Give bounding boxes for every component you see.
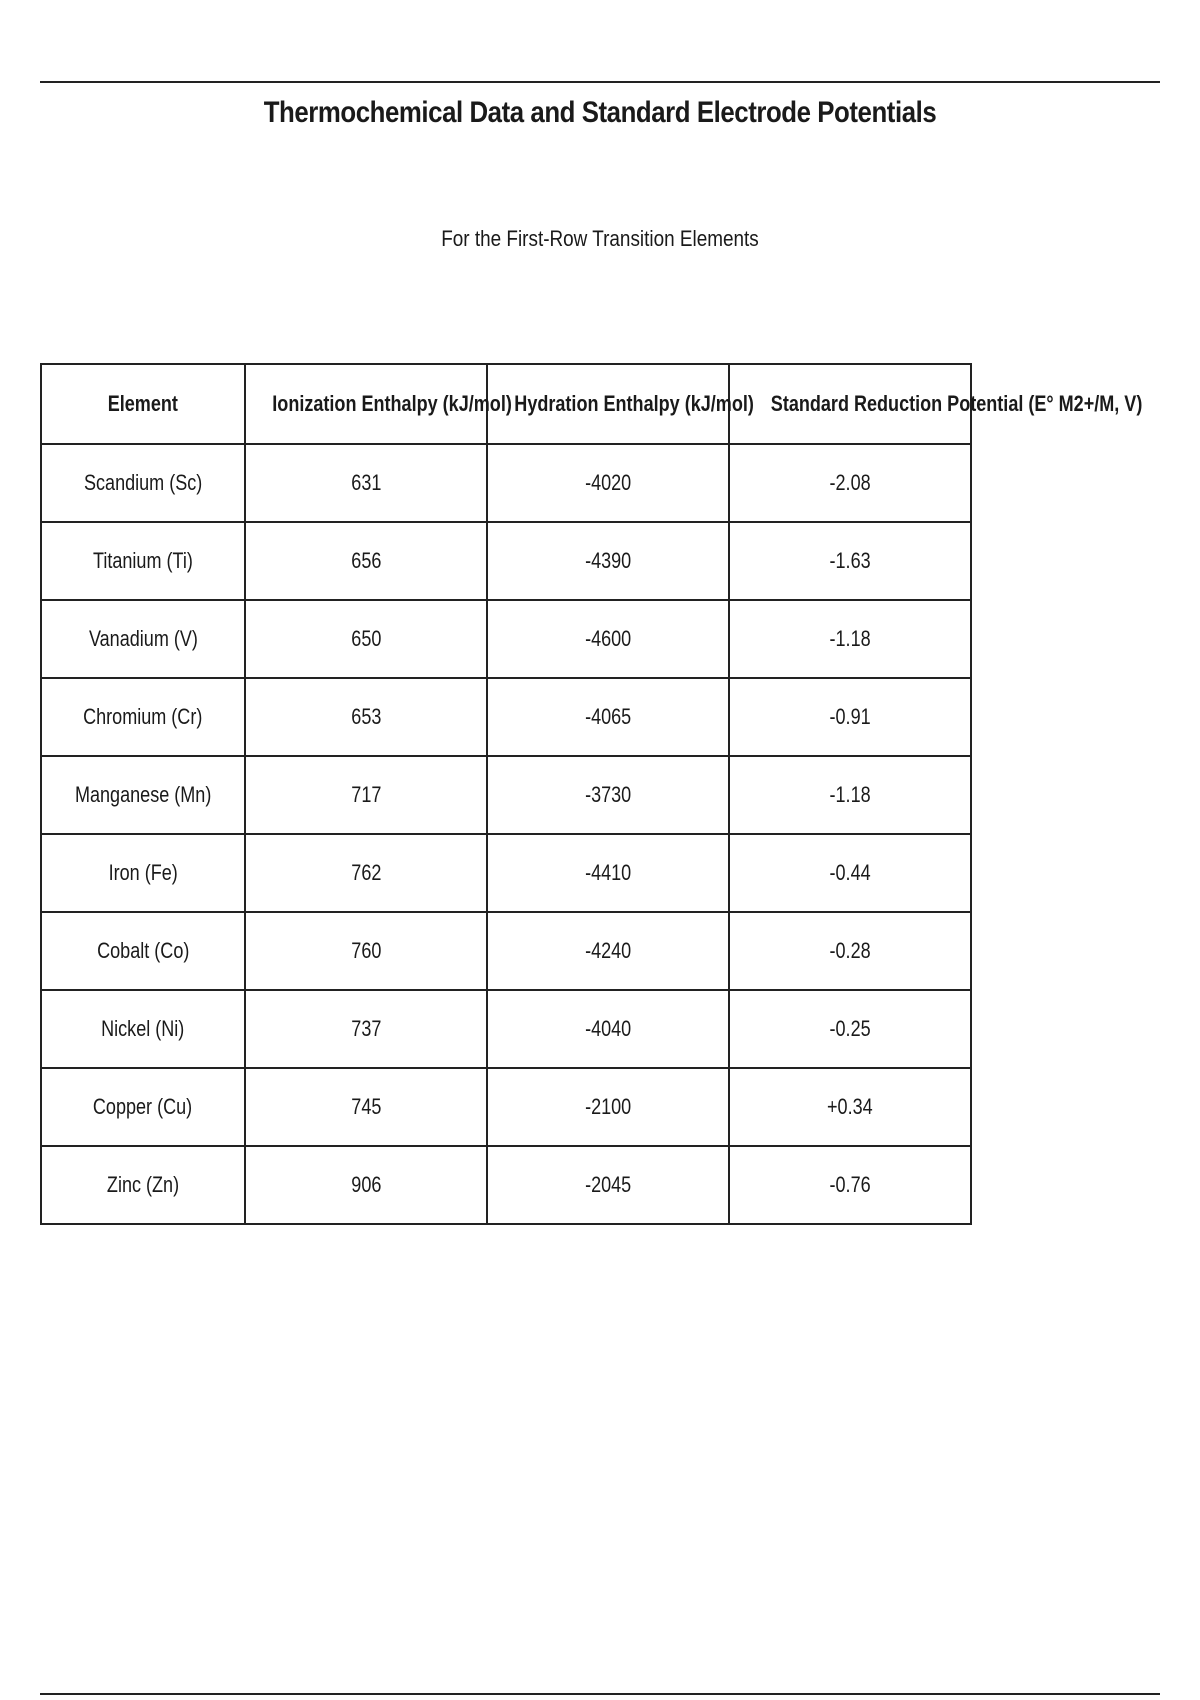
cell-ionization-enthalpy: 650 (245, 600, 487, 678)
cell-element: Copper (Cu) (41, 1068, 245, 1146)
top-rule (40, 81, 1160, 83)
cell-ionization-enthalpy: 906 (245, 1146, 487, 1224)
cell-ionization-enthalpy: 653 (245, 678, 487, 756)
cell-hydration-enthalpy: -2045 (487, 1146, 729, 1224)
cell-reduction-potential: -1.18 (729, 756, 971, 834)
cell-hydration-enthalpy: -2100 (487, 1068, 729, 1146)
page-subtitle: For the First-Row Transition Elements (441, 226, 759, 251)
cell-reduction-potential: -0.25 (729, 990, 971, 1068)
cell-ionization-enthalpy: 737 (245, 990, 487, 1068)
cell-element: Nickel (Ni) (41, 990, 245, 1068)
bottom-rule (40, 1693, 1160, 1695)
table-row (41, 444, 971, 522)
table-row (41, 756, 971, 834)
cell-reduction-potential: -0.28 (729, 912, 971, 990)
cell-ionization-enthalpy: 762 (245, 834, 487, 912)
table-row (41, 834, 971, 912)
cell-hydration-enthalpy: -4240 (487, 912, 729, 990)
cell-hydration-enthalpy: -4040 (487, 990, 729, 1068)
cell-hydration-enthalpy: -4410 (487, 834, 729, 912)
cell-ionization-enthalpy: 717 (245, 756, 487, 834)
cell-reduction-potential: -1.18 (729, 600, 971, 678)
cell-hydration-enthalpy: -3730 (487, 756, 729, 834)
table-row (41, 600, 971, 678)
cell-ionization-enthalpy: 745 (245, 1068, 487, 1146)
table-row (41, 522, 971, 600)
page-title: Thermochemical Data and Standard Electrode Potentials (263, 96, 937, 129)
cell-reduction-potential: -2.08 (729, 444, 971, 522)
cell-element: Zinc (Zn) (41, 1146, 245, 1224)
cell-reduction-potential: -0.76 (729, 1146, 971, 1224)
column-header-element: Element (41, 364, 245, 444)
column-header-hydration-enthalpy: Hydration Enthalpy (kJ/mol) (487, 364, 729, 444)
table-body (41, 444, 971, 1224)
cell-hydration-enthalpy: -4065 (487, 678, 729, 756)
table-row (41, 1068, 971, 1146)
cell-element: Cobalt (Co) (41, 912, 245, 990)
cell-reduction-potential: -1.63 (729, 522, 971, 600)
cell-ionization-enthalpy: 760 (245, 912, 487, 990)
cell-reduction-potential: -0.91 (729, 678, 971, 756)
cell-ionization-enthalpy: 631 (245, 444, 487, 522)
cell-hydration-enthalpy: -4020 (487, 444, 729, 522)
table-row (41, 678, 971, 756)
cell-hydration-enthalpy: -4390 (487, 522, 729, 600)
cell-element: Vanadium (V) (41, 600, 245, 678)
cell-element: Titanium (Ti) (41, 522, 245, 600)
table-header (41, 364, 1143, 444)
table-row (41, 990, 971, 1068)
cell-element: Scandium (Sc) (41, 444, 245, 522)
header-row (41, 364, 971, 444)
cell-element: Chromium (Cr) (41, 678, 245, 756)
column-header-reduction-potential: Standard Reduction Potential (E° M2+/M, V) (729, 364, 971, 444)
cell-element: Manganese (Mn) (41, 756, 245, 834)
table-row (41, 912, 971, 990)
data-table (40, 363, 1143, 1225)
cell-reduction-potential: +0.34 (729, 1068, 971, 1146)
cell-hydration-enthalpy: -4600 (487, 600, 729, 678)
column-header-ionization-enthalpy: Ionization Enthalpy (kJ/mol) (245, 364, 487, 444)
cell-ionization-enthalpy: 656 (245, 522, 487, 600)
cell-reduction-potential: -0.44 (729, 834, 971, 912)
table-row (41, 1146, 971, 1224)
cell-element: Iron (Fe) (41, 834, 245, 912)
